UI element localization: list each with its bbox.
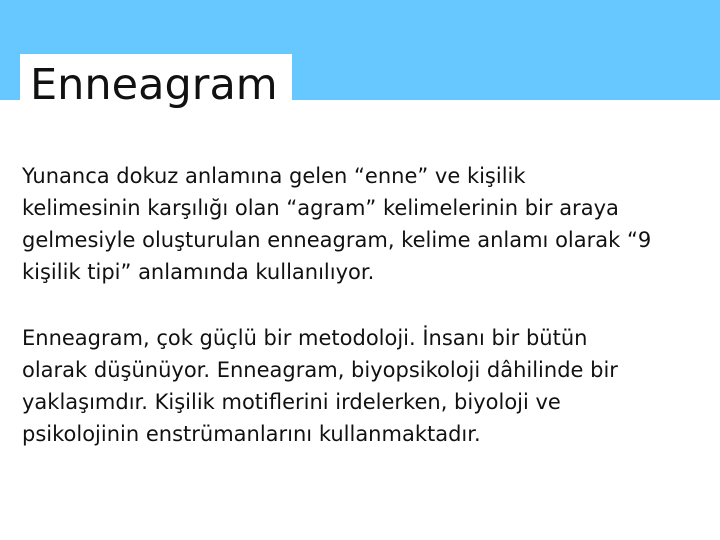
- paragraph-2: [22, 322, 702, 450]
- paragraph-line: kelimesinin karşılığı olan “agram” kelimelerinin bir araya: [22, 196, 619, 220]
- slide-body: [22, 160, 702, 450]
- paragraph-line: gelmesiyle oluşturulan enneagram, kelime anlamı olarak “9: [22, 228, 652, 252]
- paragraph-gap: [22, 288, 702, 322]
- paragraph-line: Enneagram, çok güçlü bir metodoloji. İnsanı bir bütün: [22, 326, 588, 350]
- paragraph-1: [22, 160, 702, 288]
- slide-title: Enneagram: [30, 60, 278, 110]
- paragraph-line: olarak düşünüyor. Enneagram, biyopsikoloji dâhilinde bir: [22, 358, 618, 382]
- paragraph-line: kişilik tipi” anlamında kullanılıyor.: [22, 260, 375, 284]
- paragraph-line: yaklaşımdır. Kişilik motiflerini irdelerken, biyoloji ve: [22, 390, 561, 414]
- paragraph-line: Yunanca dokuz anlamına gelen “enne” ve kişilik: [22, 164, 526, 188]
- paragraph-line: psikolojinin enstrümanlarını kullanmaktadır.: [22, 422, 481, 446]
- title-box: [20, 54, 292, 116]
